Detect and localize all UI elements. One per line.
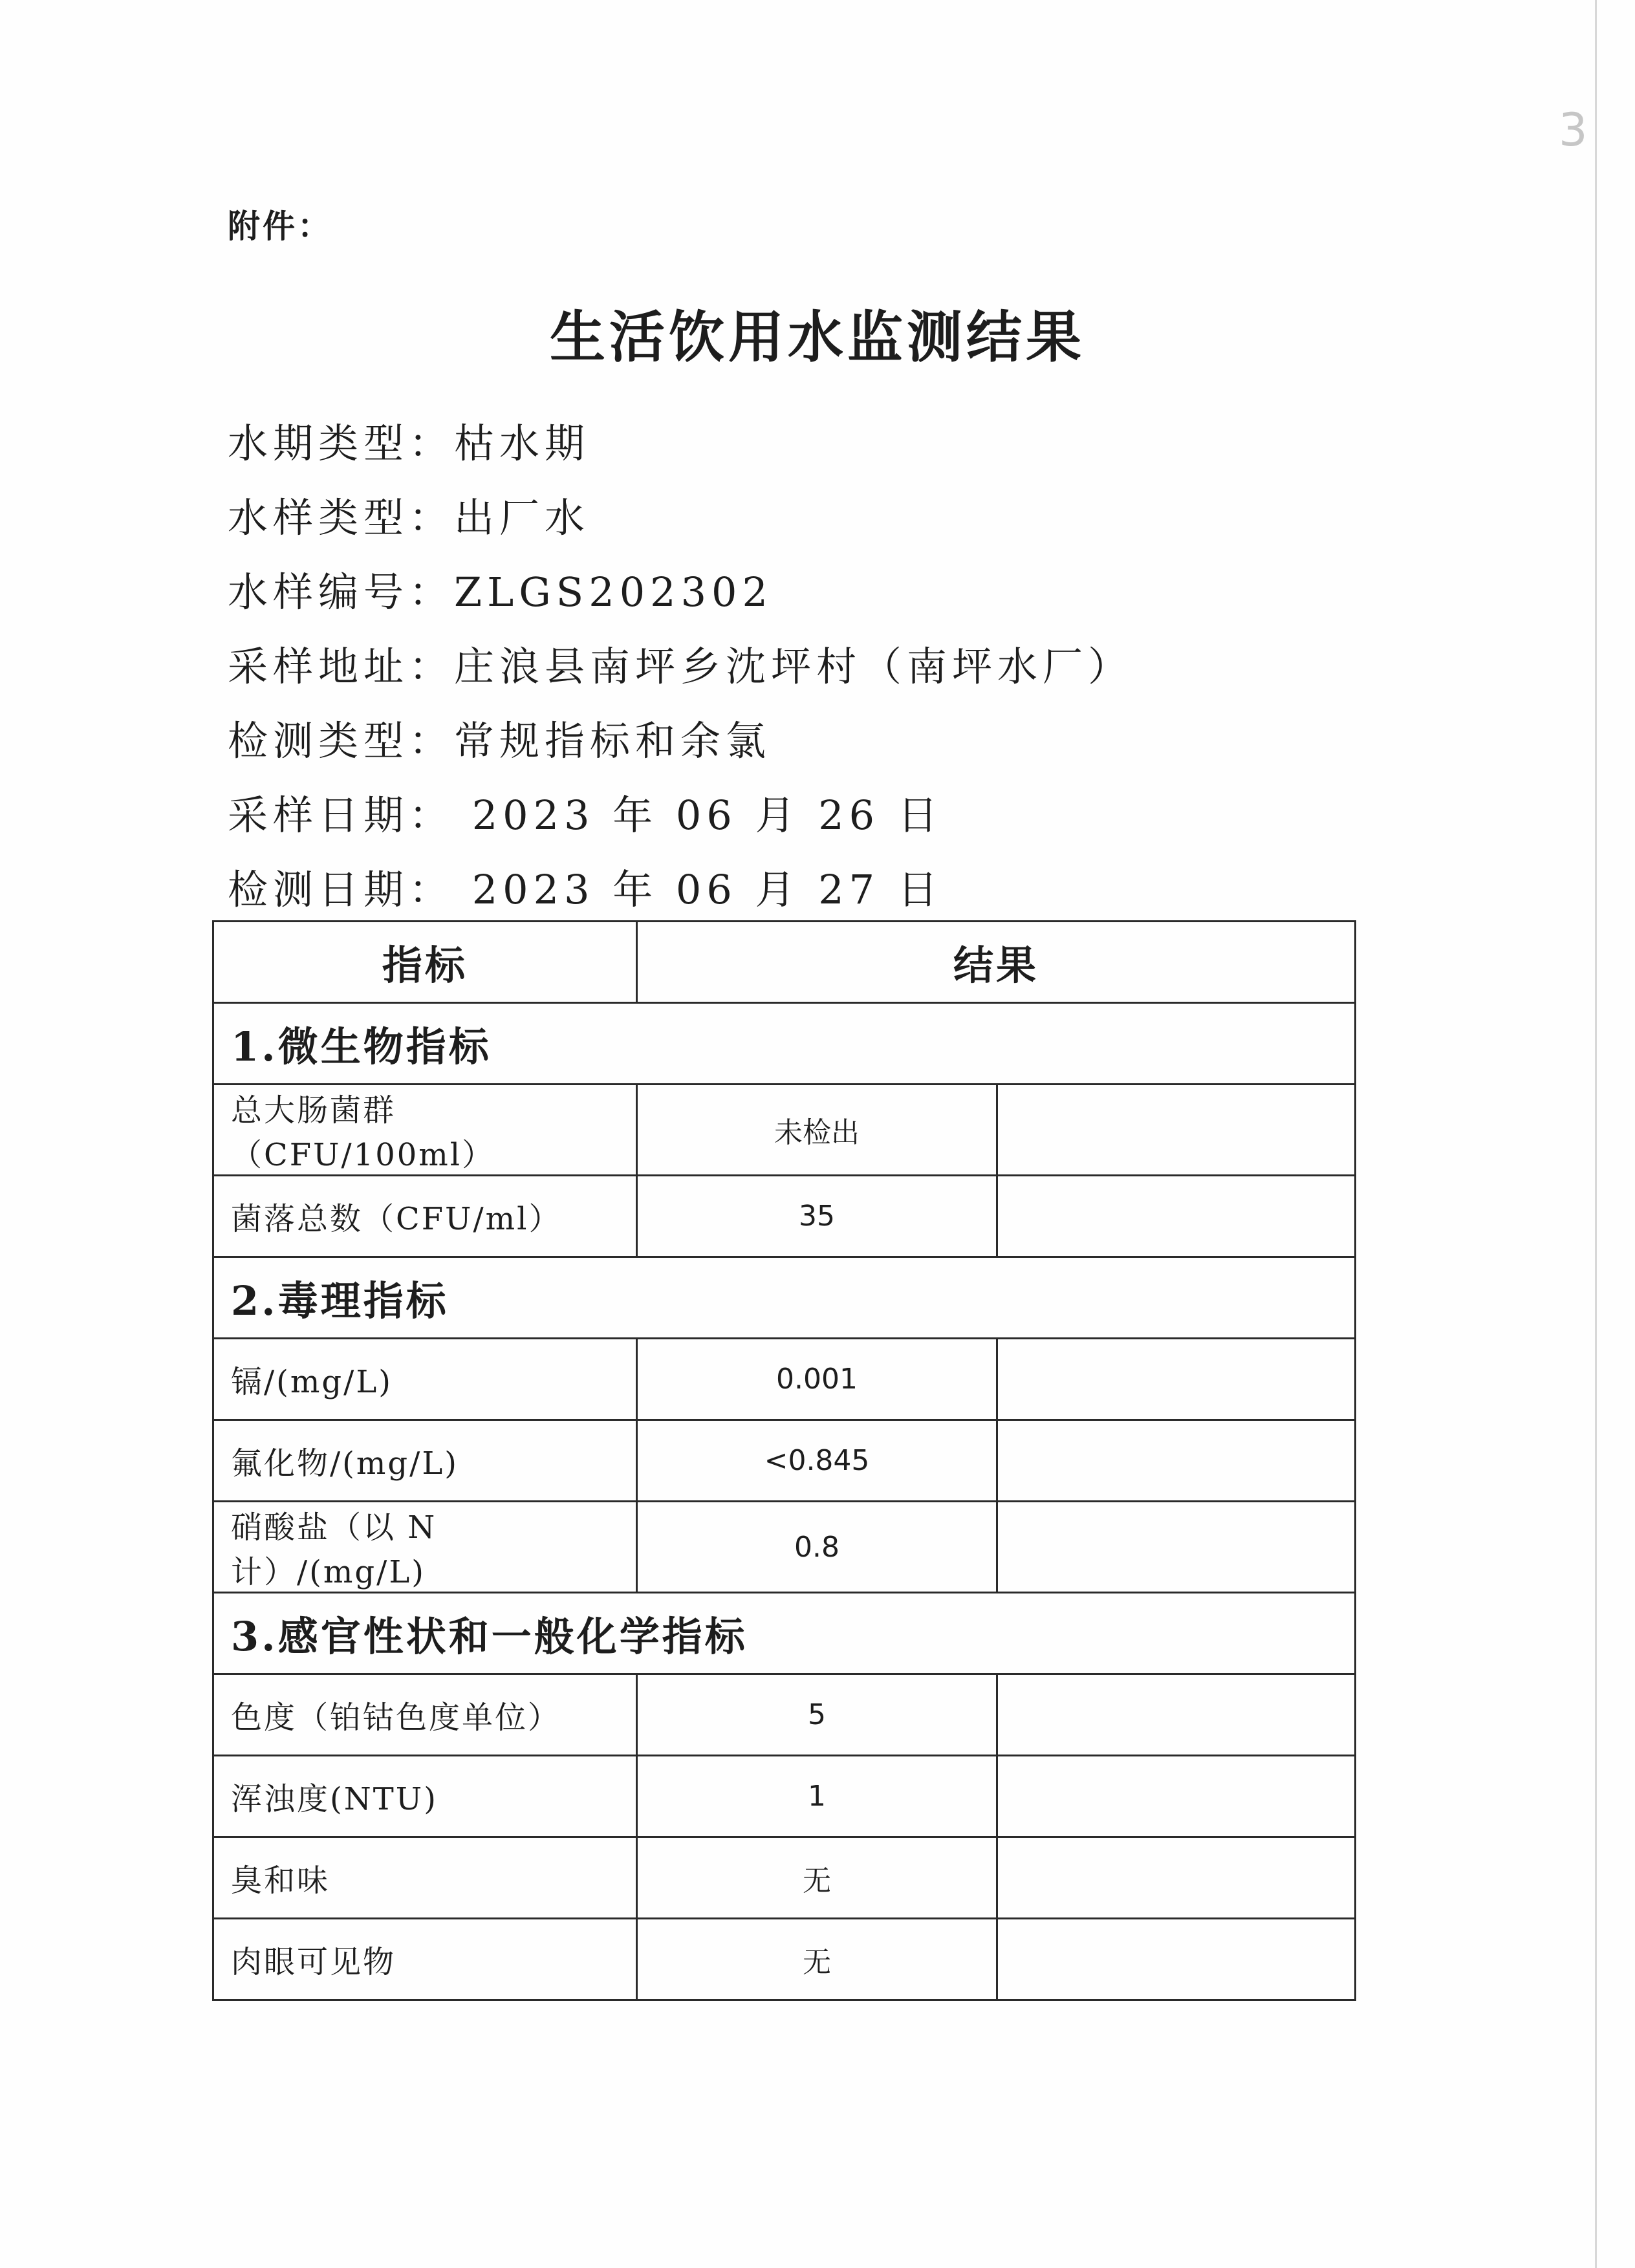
empty-cell <box>997 1756 1356 1837</box>
attachment-label: 附件： <box>228 207 332 245</box>
table-row <box>213 1502 1356 1593</box>
empty-cell <box>997 1502 1356 1593</box>
indicator-cell: 菌落总数（CFU/ml） <box>213 1176 637 1257</box>
table-row <box>213 1674 1356 1756</box>
page-corner-mark: 3 <box>1559 103 1588 157</box>
meta-sample-date: 采样日期： 2023 年 06 月 26 日 <box>228 792 943 839</box>
section-title: 2.毒理指标 <box>213 1257 1356 1339</box>
meta-sample-address: 采样地址：庄浪县南坪乡沈坪村（南坪水厂） <box>228 643 1134 690</box>
section-title: 1.微生物指标 <box>213 1003 1356 1085</box>
results-table <box>212 920 1356 2001</box>
result-cell: 1 <box>637 1756 997 1837</box>
indicator-cell: 总大肠菌群（CFU/100ml） <box>213 1085 637 1176</box>
section-title: 3.感官性状和一般化学指标 <box>213 1593 1356 1674</box>
table-row <box>213 1339 1356 1420</box>
section-row <box>213 1593 1356 1674</box>
result-cell: 5 <box>637 1674 997 1756</box>
table-row <box>213 1837 1356 1919</box>
result-cell: 无 <box>637 1919 997 2000</box>
meta-sample-type: 水样类型：出厂水 <box>228 494 590 541</box>
indicator-cell: 肉眼可见物 <box>213 1919 637 2000</box>
empty-cell <box>997 1339 1356 1420</box>
result-cell: 未检出 <box>637 1085 997 1176</box>
table-row <box>213 1085 1356 1176</box>
indicator-cell: 浑浊度(NTU) <box>213 1756 637 1837</box>
indicator-cell: 硝酸盐（以 N 计）/(mg/L) <box>213 1502 637 1593</box>
section-row <box>213 1003 1356 1085</box>
table-row <box>213 1919 1356 2000</box>
page-title: 生活饮用水监测结果 <box>550 305 1085 370</box>
indicator-cell: 臭和味 <box>213 1837 637 1919</box>
header-result: 结果 <box>637 922 1356 1003</box>
empty-cell <box>997 1837 1356 1919</box>
result-cell: 0.001 <box>637 1339 997 1420</box>
header-indicator: 指标 <box>213 922 637 1003</box>
result-cell: 0.8 <box>637 1502 997 1593</box>
section-row <box>213 1257 1356 1339</box>
indicator-cell: 镉/(mg/L) <box>213 1339 637 1420</box>
indicator-cell: 氟化物/(mg/L) <box>213 1420 637 1502</box>
empty-cell <box>997 1420 1356 1502</box>
empty-cell <box>997 1919 1356 2000</box>
table-header-row <box>213 922 1356 1003</box>
result-cell: 35 <box>637 1176 997 1257</box>
meta-test-type: 检测类型：常规指标和余氯 <box>228 717 772 764</box>
table-row <box>213 1420 1356 1502</box>
empty-cell <box>997 1085 1356 1176</box>
empty-cell <box>997 1674 1356 1756</box>
table-row <box>213 1756 1356 1837</box>
table-row <box>213 1176 1356 1257</box>
indicator-cell: 色度（铂钴色度单位） <box>213 1674 637 1756</box>
empty-cell <box>997 1176 1356 1257</box>
result-cell: 无 <box>637 1837 997 1919</box>
meta-water-period: 水期类型：枯水期 <box>228 420 590 467</box>
meta-test-date: 检测日期： 2023 年 06 月 27 日 <box>228 866 943 913</box>
sample-info-list <box>228 406 1133 927</box>
meta-sample-id: 水样编号：ZLGS202302 <box>228 568 773 616</box>
result-cell: <0.845 <box>637 1420 997 1502</box>
